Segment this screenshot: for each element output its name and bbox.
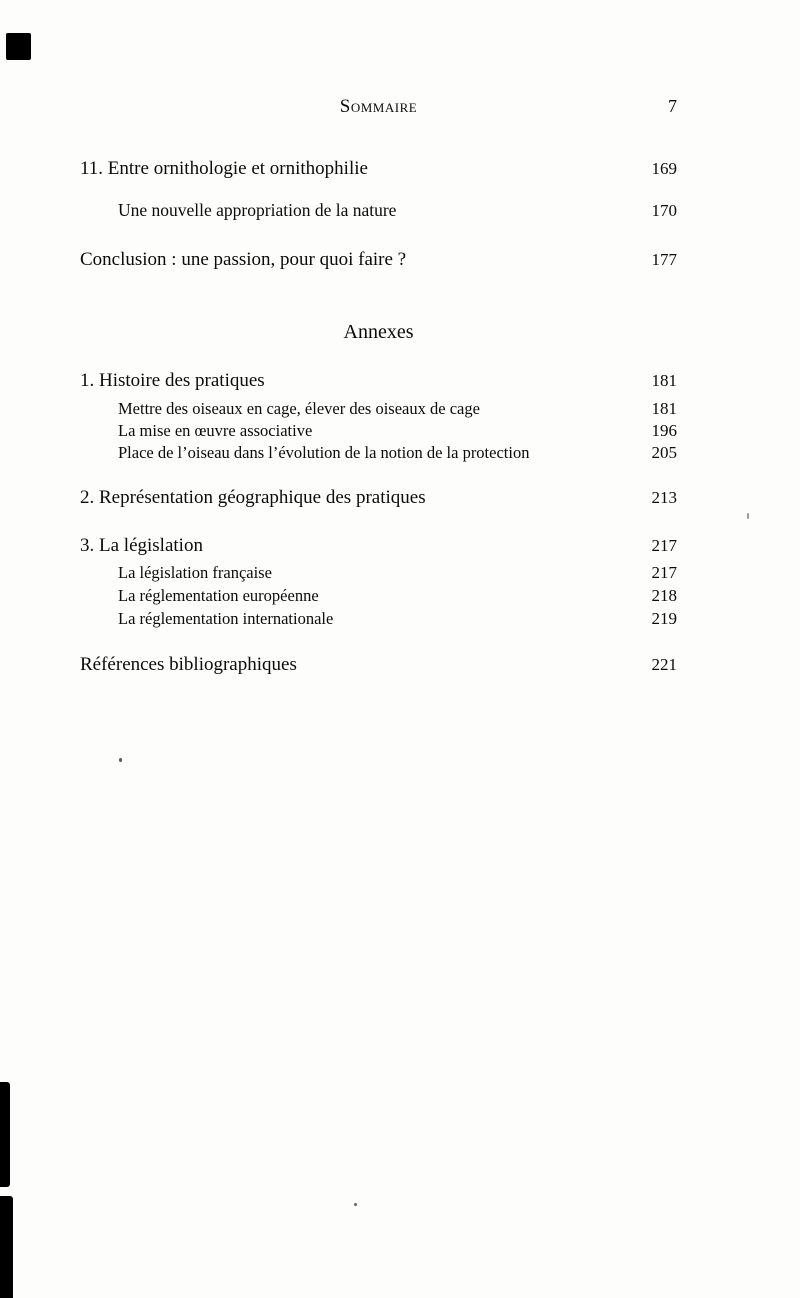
toc-entry bbox=[80, 200, 677, 221]
toc-entry-page: 213 bbox=[651, 488, 677, 507]
toc-entry-page: 217 bbox=[651, 536, 677, 555]
toc-entry-page: 181 bbox=[651, 399, 677, 418]
toc-entry-label: Références bibliographiques bbox=[80, 654, 297, 675]
toc-entry-label: 3. La législation bbox=[80, 535, 203, 556]
annexes-section-heading: Annexes bbox=[343, 321, 414, 343]
toc-entry-page: 169 bbox=[651, 159, 677, 178]
toc-entry bbox=[80, 158, 677, 180]
toc-entry-page: 205 bbox=[651, 443, 677, 462]
page-header-number: 7 bbox=[668, 96, 677, 116]
toc-entry bbox=[80, 249, 677, 271]
toc-content bbox=[80, 96, 677, 676]
toc-entry bbox=[80, 443, 677, 463]
toc-entry-page: 170 bbox=[651, 201, 677, 220]
toc-entry bbox=[80, 370, 677, 392]
scan-artifact-ink-speck bbox=[747, 513, 749, 519]
toc-entry bbox=[80, 421, 677, 441]
scan-artifact-edge-bar bbox=[0, 1196, 13, 1298]
toc-entry-page: 219 bbox=[651, 609, 677, 628]
toc-entry bbox=[80, 563, 677, 583]
toc-entry bbox=[80, 586, 677, 606]
toc-entry-page: 221 bbox=[651, 655, 677, 674]
scan-artifact-corner-block bbox=[6, 33, 31, 60]
scan-artifact-ink-speck bbox=[354, 1203, 357, 1206]
toc-entry-page: 217 bbox=[651, 563, 677, 582]
toc-entry-label: Conclusion : une passion, pour quoi faire ? bbox=[80, 249, 407, 270]
toc-entry-label: La mise en œuvre associative bbox=[118, 421, 313, 440]
toc-entry-label: 2. Représentation géographique des pratiques bbox=[80, 487, 426, 508]
scan-artifact-edge-bar bbox=[0, 1082, 10, 1187]
toc-entry-page: 218 bbox=[651, 586, 677, 605]
toc-entry bbox=[80, 654, 677, 676]
toc-entry-label: La législation française bbox=[118, 563, 272, 582]
page-header-title: Sommaire bbox=[339, 96, 418, 117]
toc-entry-label: La réglementation internationale bbox=[118, 609, 334, 628]
toc-entry bbox=[80, 399, 677, 419]
scan-artifact-ink-speck bbox=[119, 758, 122, 762]
toc-entry-page: 177 bbox=[651, 250, 677, 269]
toc-entry bbox=[80, 609, 677, 629]
page-header bbox=[80, 96, 677, 118]
toc-entry-label: Une nouvelle appropriation de la nature bbox=[118, 200, 397, 220]
toc-entry bbox=[80, 487, 677, 509]
toc-entry-label: 1. Histoire des pratiques bbox=[80, 370, 265, 391]
toc-entry-label: Place de l’oiseau dans l’évolution de la notion de la protection bbox=[118, 443, 530, 462]
toc-entry-label: Mettre des oiseaux en cage, élever des oiseaux de cage bbox=[118, 399, 480, 418]
toc-entry-label: La réglementation européenne bbox=[118, 586, 319, 605]
toc-entry-page: 196 bbox=[651, 421, 677, 440]
toc-entry-page: 181 bbox=[651, 371, 677, 390]
toc-entry-label: 11. Entre ornithologie et ornithophilie bbox=[80, 158, 368, 179]
toc-entry bbox=[80, 535, 677, 557]
